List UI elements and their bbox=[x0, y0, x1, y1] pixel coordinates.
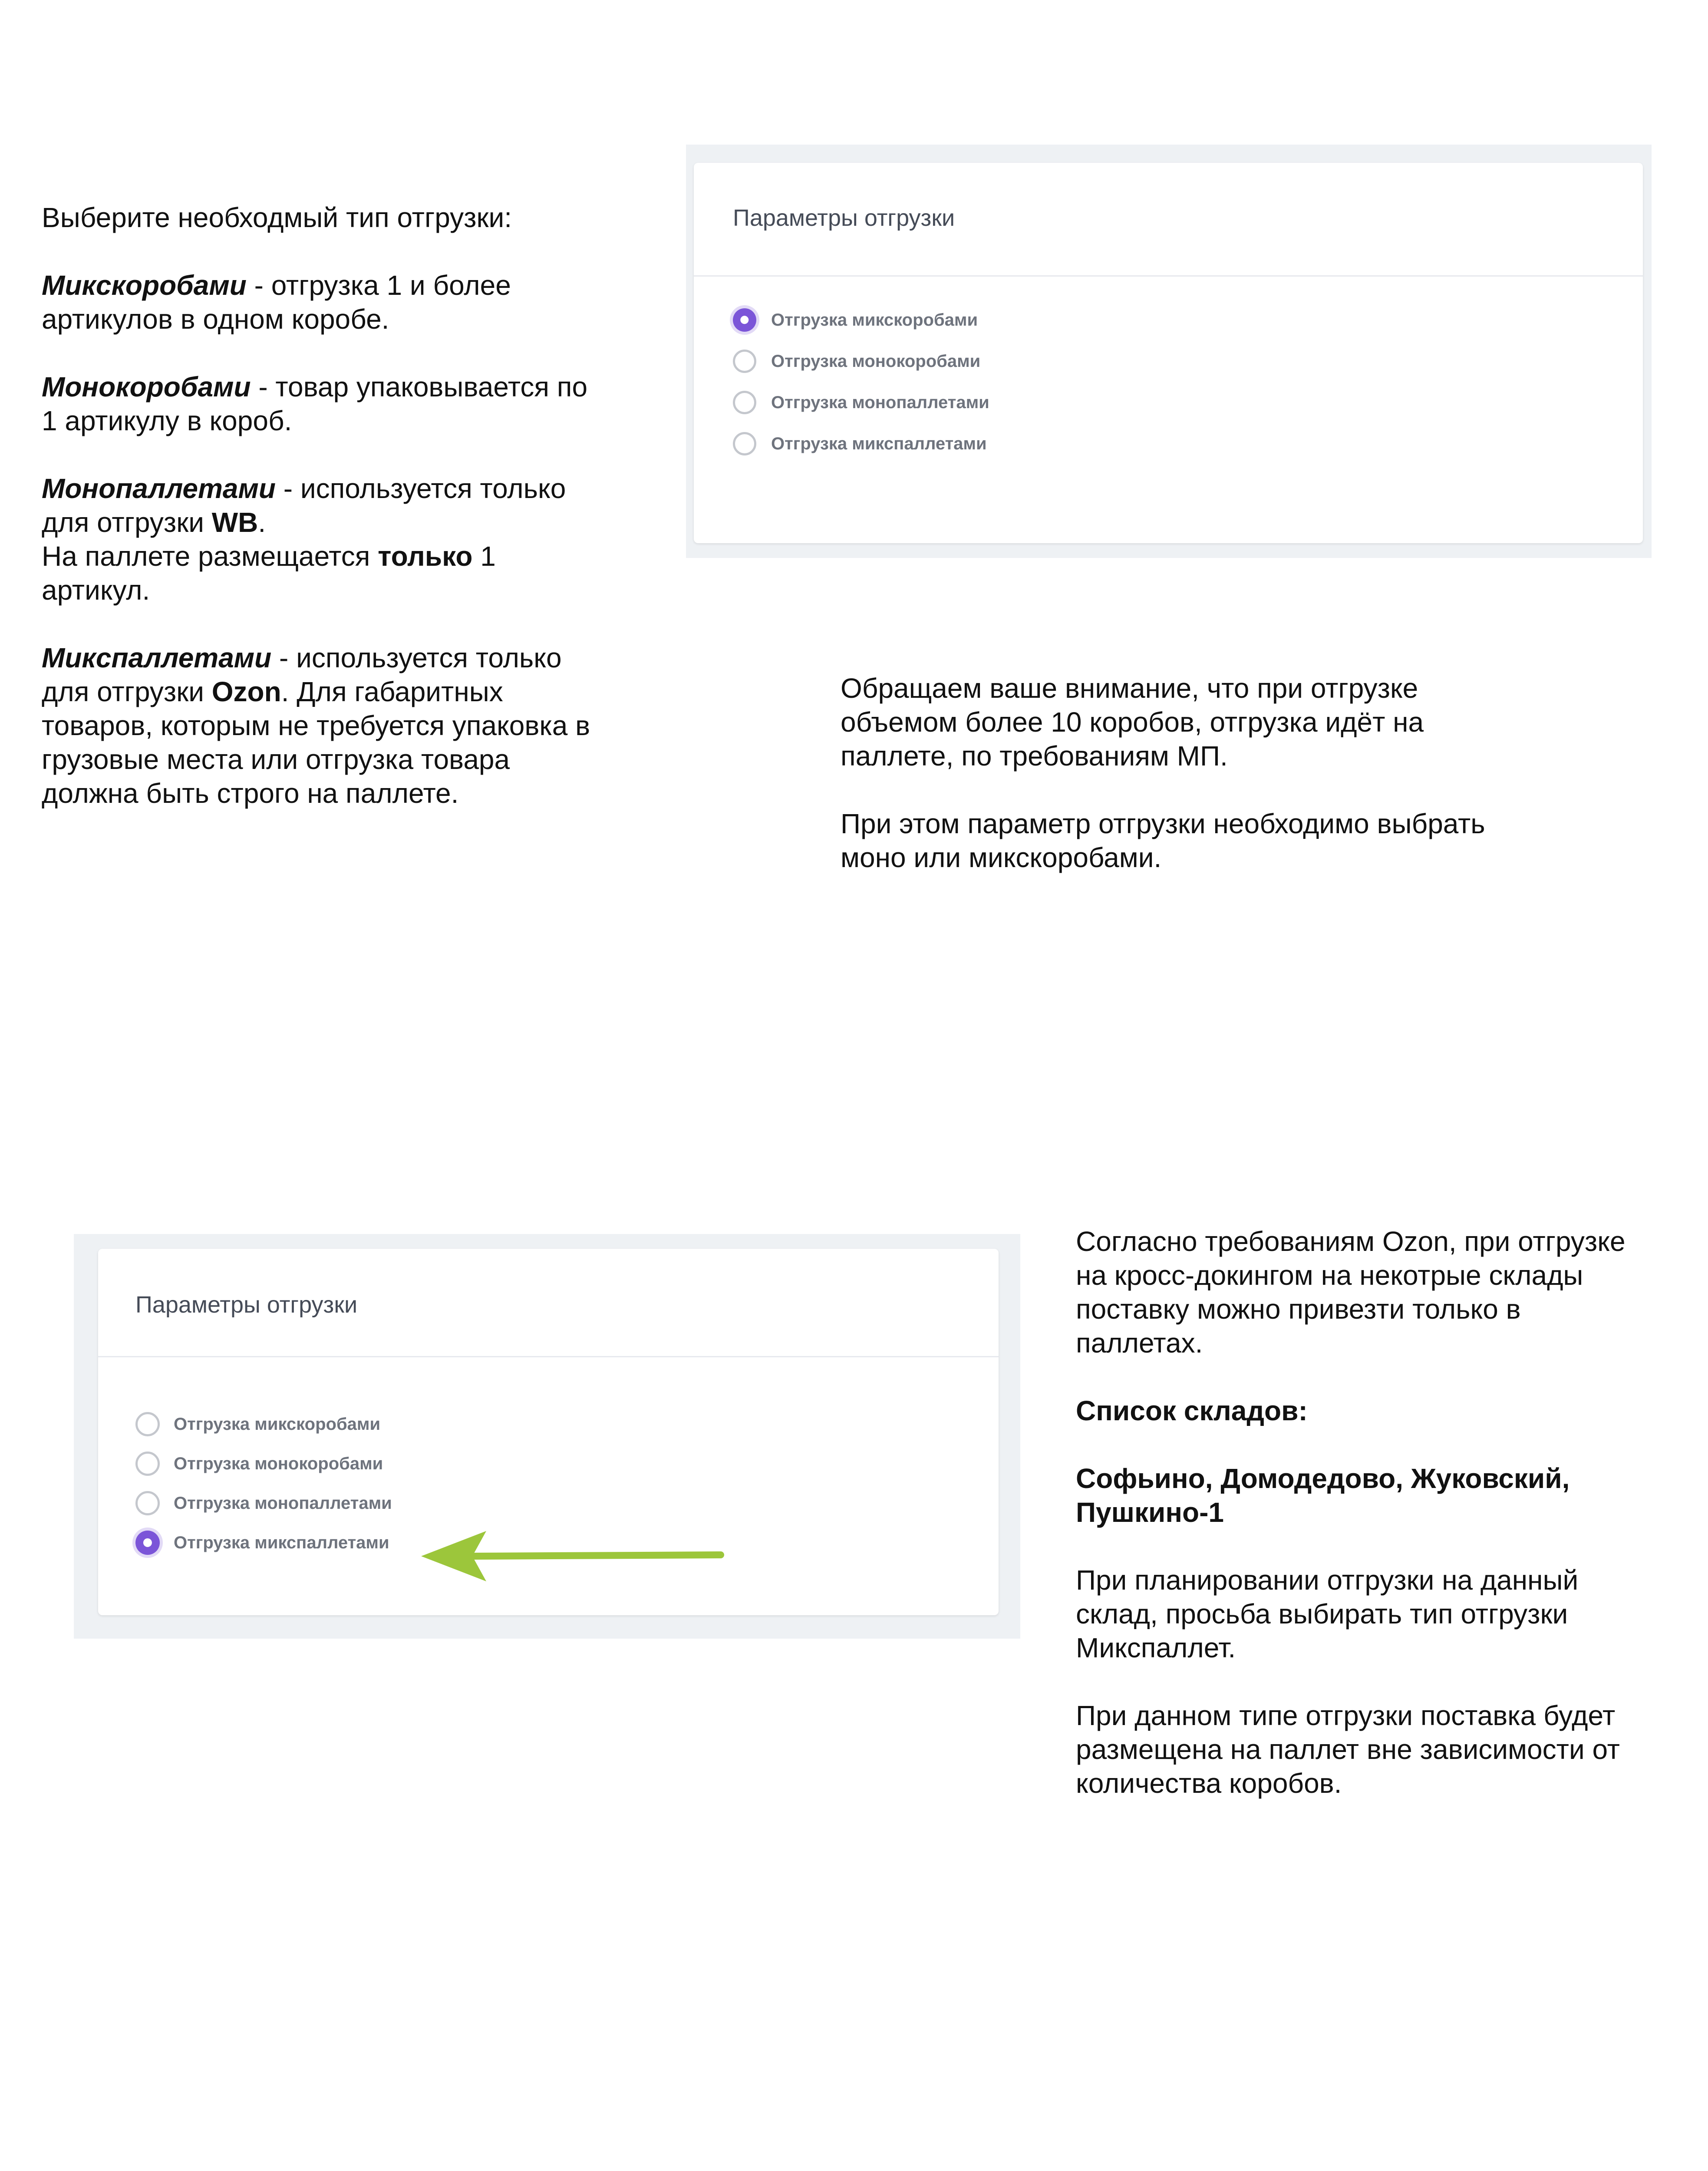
radio-unchecked-icon[interactable] bbox=[135, 1412, 160, 1436]
shipment-types-description: Выберите необходмый тип отгрузки: Микскоробами - отгрузка 1 и более артикулов в одном коробе. Монокоробами - товар упаковывается по 1 артикулу в короб. Монопаллетами - используется только для отгрузки WB. На паллете размещается только 1 артикул. Микспаллетами - используется только для отгрузки Ozon. Для габаритных товаров, которым не требуется упаковка в грузовые места или отгрузка товара должна быть строго на паллете. bbox=[42, 202, 590, 809]
radio-label: Отгрузка монокоробами bbox=[771, 351, 981, 371]
radio-mixpallet[interactable] bbox=[135, 1531, 389, 1555]
shipment-params-screenshot-2 bbox=[74, 1234, 1020, 1639]
only-emphasis: только bbox=[378, 541, 473, 572]
radio-unchecked-icon[interactable] bbox=[135, 1452, 160, 1476]
radio-mixbox[interactable] bbox=[733, 308, 978, 332]
shipment-params-screenshot-1 bbox=[686, 145, 1652, 558]
intro-heading: Выберите необходмый тип отгрузки: bbox=[42, 202, 512, 233]
card-title: Параметры отгрузки bbox=[135, 1292, 358, 1318]
radio-label: Отгрузка микспаллетами bbox=[771, 434, 987, 453]
radio-label: Отгрузка монопаллетами bbox=[174, 1493, 392, 1513]
radio-label: Отгрузка монокоробами bbox=[174, 1454, 383, 1473]
green-arrow-icon bbox=[421, 1528, 725, 1584]
radio-label: Отгрузка микскоробами bbox=[174, 1414, 381, 1434]
ozon-crossdock-note: Согласно требованиям Ozon, при отгрузке на кросс-докингом на некотрые склады поставку можно привезти только в паллетах. Список складов: Софьино, Домодедово, Жуковский, Пушкино-1 При планировании отгрузки на данный склад, просьба выбирать тип отгрузки Микспаллет. При данном типе отгрузки поставка будет размещена на паллет вне зависимости от количества коробов. bbox=[1076, 1224, 1692, 1800]
warehouses-list: Софьино, Домодедово, Жуковский, bbox=[1076, 1463, 1570, 1494]
radio-unchecked-icon[interactable] bbox=[733, 391, 756, 414]
warehouses-heading: Список складов: bbox=[1076, 1395, 1308, 1426]
radio-monobox[interactable] bbox=[733, 350, 980, 373]
radio-unchecked-icon[interactable] bbox=[733, 350, 756, 373]
radio-monopallet[interactable] bbox=[135, 1491, 392, 1515]
card-header bbox=[694, 163, 1643, 277]
radio-mixbox[interactable] bbox=[135, 1412, 380, 1436]
shipment-params-card bbox=[694, 163, 1643, 543]
wb-label: WB bbox=[211, 507, 258, 538]
radio-mixpallet[interactable] bbox=[733, 432, 987, 455]
ozon-label: Ozon bbox=[211, 676, 281, 707]
radio-unchecked-icon[interactable] bbox=[733, 432, 756, 455]
radio-label: Отгрузка микспаллетами bbox=[174, 1533, 389, 1552]
pallet-notice: Обращаем ваше внимание, что при отгрузке объемом более 10 коробов, отгрузка идёт на паллете, по требованиям МП. При этом параметр отгрузки необходимо выбрать моно или микскоробами. bbox=[841, 673, 1485, 873]
radio-monopallet[interactable] bbox=[733, 391, 989, 414]
card-header bbox=[98, 1249, 999, 1357]
radio-checked-icon[interactable] bbox=[733, 308, 756, 332]
mixpallet-term: Микспаллетами bbox=[42, 642, 272, 673]
card-title: Параметры отгрузки bbox=[733, 205, 955, 231]
radio-label: Отгрузка микскоробами bbox=[771, 310, 978, 330]
radio-monobox[interactable] bbox=[135, 1452, 383, 1476]
monopallet-term: Монопаллетами bbox=[42, 473, 276, 504]
radio-checked-icon[interactable] bbox=[135, 1531, 160, 1555]
monobox-term: Монокоробами bbox=[42, 371, 251, 403]
radio-label: Отгрузка монопаллетами bbox=[771, 393, 989, 412]
radio-unchecked-icon[interactable] bbox=[135, 1491, 160, 1515]
mixbox-term: Микскоробами bbox=[42, 270, 247, 301]
